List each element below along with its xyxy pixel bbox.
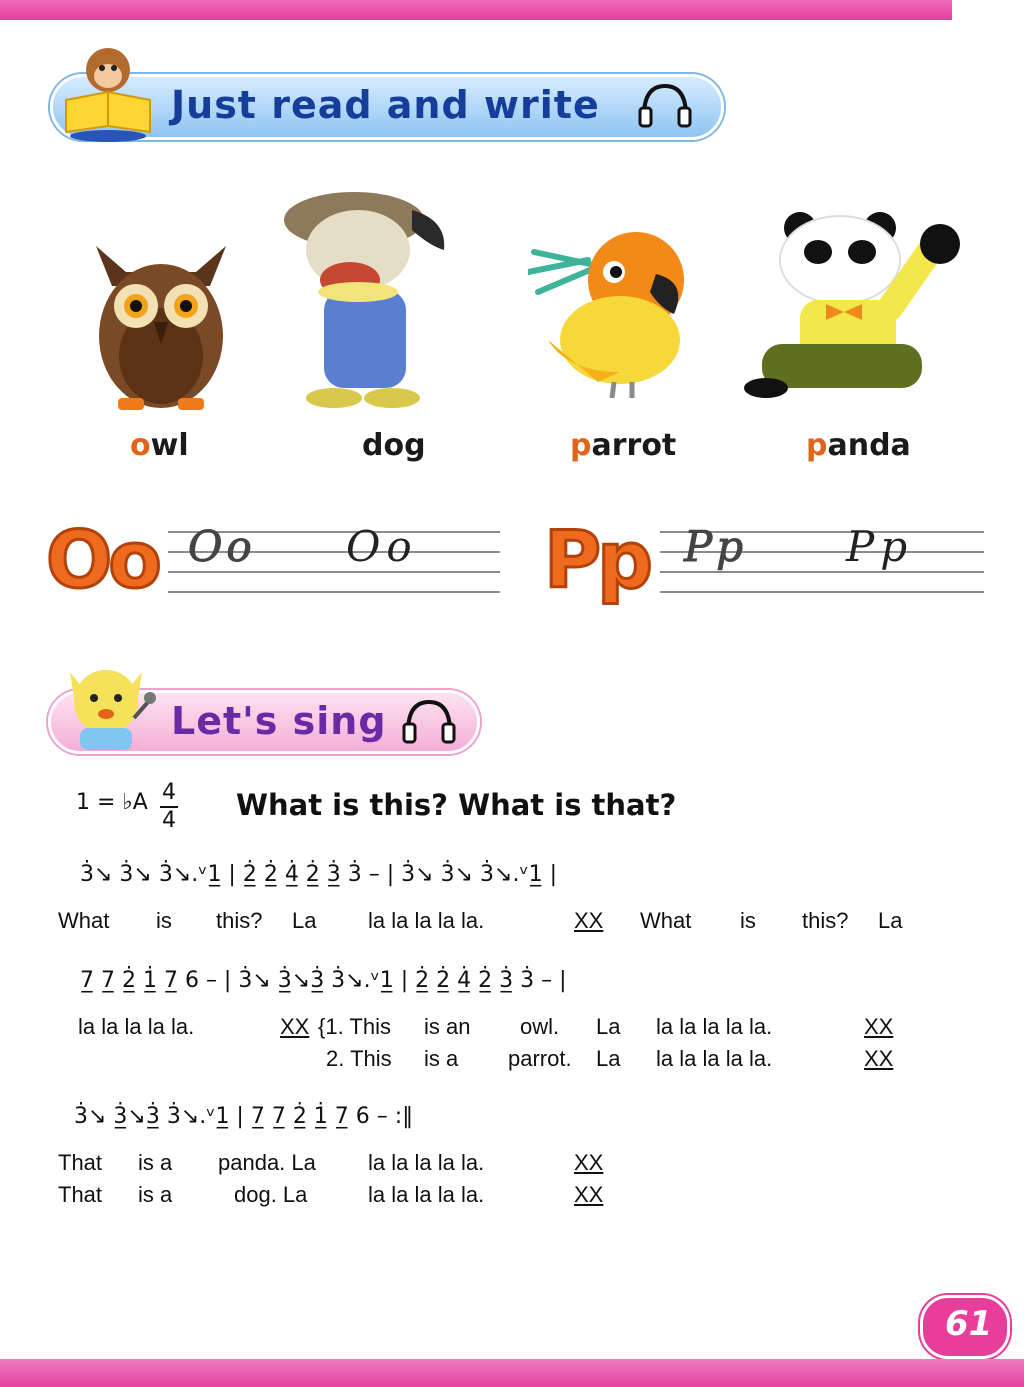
headphones-icon <box>638 82 692 128</box>
lyric: What <box>58 908 110 933</box>
monkey-reading-icon <box>56 42 166 142</box>
lyric: this? <box>216 908 263 933</box>
lyric: panda. La <box>218 1150 316 1175</box>
headphones-icon <box>402 698 456 744</box>
handwriting-p-sample: Pp <box>846 522 914 571</box>
lyric: is <box>740 908 756 933</box>
lyric: La <box>878 908 903 933</box>
lyric: dog. La <box>234 1182 308 1207</box>
lyric: is a <box>424 1046 459 1071</box>
page-number-badge <box>920 1295 1010 1359</box>
animal-word-owl: owl <box>130 428 189 463</box>
lyric: La <box>596 1014 621 1039</box>
lyric: XX <box>574 1182 604 1207</box>
handwriting-p-traced: Pp <box>684 522 748 571</box>
handwriting-o-traced: Oo <box>188 522 256 571</box>
notation-row-3: 3̇↘ 3̲̇↘3̲̇ 3̇↘.ᵛ1̲ | 7̲ 7̲ 2̲̇ 1̲̇ 7̲ 6 – :‖ <box>74 1104 414 1129</box>
section-title: Just read and write <box>171 83 600 127</box>
lyric: What <box>640 908 692 933</box>
top-decor-bar <box>0 0 952 20</box>
song-key: 1 = ♭A <box>76 790 148 815</box>
animal-word-dog: dog <box>362 428 426 463</box>
animal-word-parrot: parrot <box>570 428 677 463</box>
panda-image <box>744 208 964 404</box>
section-title: Let's sing <box>171 699 387 743</box>
lyric: XX <box>864 1046 894 1071</box>
lyric: la la la la la. <box>368 908 485 933</box>
lyric: That <box>58 1150 103 1175</box>
lyric: is <box>156 908 172 933</box>
lyric: la la la la la. <box>368 1182 485 1207</box>
lyric: is a <box>138 1182 173 1207</box>
big-letter-oo: Oo <box>46 516 158 606</box>
dog-image <box>262 180 462 412</box>
lyric: La <box>596 1046 621 1071</box>
lyric: {1. This <box>318 1014 391 1039</box>
lyric: is an <box>424 1014 471 1039</box>
lyric: la la la la la. <box>656 1014 773 1039</box>
lyric: XX <box>574 1150 604 1175</box>
lyric: this? <box>802 908 849 933</box>
time-signature: 4 4 <box>162 780 176 833</box>
lyric: la la la la la. <box>368 1150 485 1175</box>
big-letter-pp: Pp <box>544 516 650 606</box>
lyric: 2. This <box>326 1046 392 1071</box>
lyric: XX <box>574 908 604 933</box>
lyric: la la la la la. <box>656 1046 773 1071</box>
page-number: 61 <box>945 1304 993 1344</box>
lyric: is a <box>138 1150 173 1175</box>
lyric: owl. <box>520 1014 560 1039</box>
song-title: What is this? What is that? <box>236 788 677 822</box>
notation-row-1: 3̇↘ 3̇↘ 3̇↘.ᵛ1̲ | 2̲̇ 2̲̇ 4̲̇ 2̲̇ 3̲̇ 3̇ – | 3̇↘ 3̇↘ 3̇↘.ᵛ1̲ | <box>80 862 558 887</box>
lyric: la la la la la. <box>78 1014 195 1039</box>
bottom-decor-bar <box>0 1359 1024 1387</box>
lyric: La <box>292 908 317 933</box>
parrot-image <box>528 222 696 398</box>
cat-singing-icon <box>56 658 156 754</box>
animal-word-panda: panda <box>806 428 911 463</box>
lyric: XX <box>864 1014 894 1039</box>
handwriting-o-sample: Oo <box>346 522 418 571</box>
lyric: That <box>58 1182 103 1207</box>
lyric: parrot. <box>508 1046 572 1071</box>
owl-image <box>78 226 244 416</box>
lyric: XX <box>280 1014 310 1039</box>
notation-row-2: 7̲ 7̲ 2̲̇ 1̲̇ 7̲ 6 – | 3̇↘ 3̲̇↘3̲̇ 3̇↘.ᵛ1̲ | 2̲̇ 2̲̇ 4̲̇ 2̲̇ 3̲̇ 3̇ – | <box>80 968 567 993</box>
